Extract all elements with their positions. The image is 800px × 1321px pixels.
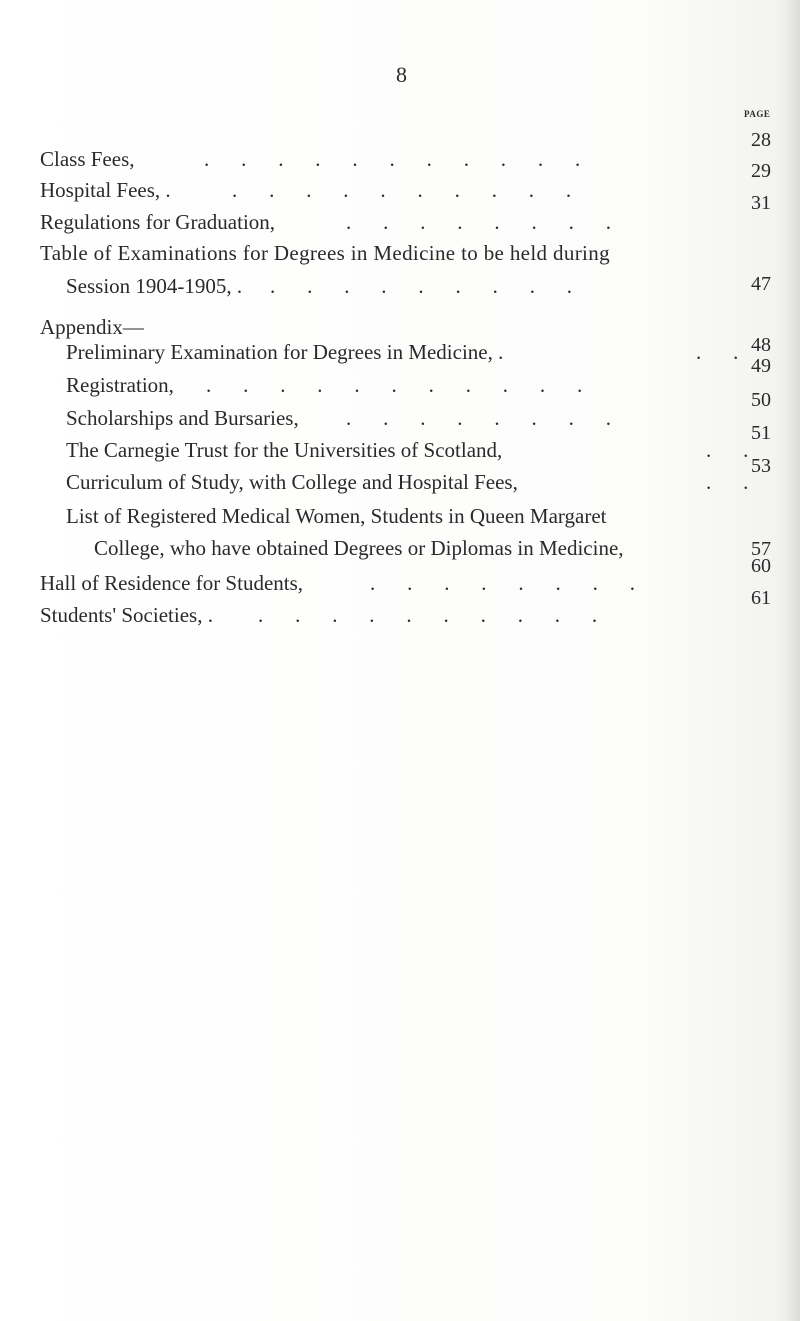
toc-entry-label: Table of Examinations for Degrees in Medicine to be held during — [40, 241, 610, 265]
toc-entry-page: 28 — [751, 129, 771, 151]
toc-entry-leader-dots: . . . . . . . . . — [270, 274, 586, 298]
page-column-header: PAGE — [744, 109, 771, 119]
toc-entry-label: Hospital Fees, . — [40, 178, 171, 202]
toc-entry-leader-dots: . . — [696, 340, 752, 364]
toc-entry-leader-dots: . . . . . . . . — [346, 406, 625, 430]
toc-entry-label: Preliminary Examination for Degrees in Medicine, . — [66, 340, 504, 364]
toc-entry-label: Students' Societies, . — [40, 603, 213, 627]
toc-entry-label: The Carnegie Trust for the Universities of Scotland, — [66, 438, 503, 462]
toc-entry-page: 60 — [751, 555, 771, 577]
toc-entry-leader-dots: . . — [706, 438, 762, 462]
toc-entry-page: 53 — [751, 455, 771, 477]
toc-entry-page: 61 — [751, 587, 771, 609]
toc-entry-leader-dots: . . . . . . . . . . — [258, 603, 611, 627]
toc-entry-label: Registration, — [66, 373, 174, 397]
toc-entry-label: List of Registered Medical Women, Students in Queen Margaret — [66, 504, 607, 528]
toc-entry-leader-dots: . . . . . . . . . . . — [206, 373, 596, 397]
toc-entry-page: 49 — [751, 355, 771, 377]
toc-entry-page: 31 — [751, 192, 771, 214]
toc-entry-page: 29 — [751, 160, 771, 182]
toc-entry-label: Scholarships and Bursaries, — [66, 406, 299, 430]
toc-entry-page: 51 — [751, 422, 771, 444]
toc-entry-label: Class Fees, — [40, 147, 135, 171]
toc-entry-leader-dots: . . — [706, 470, 762, 494]
toc-entry-page: 48 — [751, 334, 771, 356]
toc-entry-page: 47 — [751, 273, 771, 295]
toc-entry-label: Session 1904-1905, . — [66, 274, 243, 298]
toc-entry-leader-dots: . . . . . . . . — [346, 210, 625, 234]
toc-entry-label: College, who have obtained Degrees or Diplomas in Medicine, — [94, 536, 624, 560]
toc-entry-page: 50 — [751, 389, 771, 411]
toc-entry-label: Curriculum of Study, with College and Hospital Fees, — [66, 470, 518, 494]
toc-entry-page: 57 — [751, 538, 771, 560]
toc-entry-label: Appendix— — [40, 315, 144, 339]
toc-entry-leader-dots: . . . . . . . . . . — [232, 178, 585, 202]
toc-entry-label: Regulations for Graduation, — [40, 210, 276, 234]
toc-entry-leader-dots: . . . . . . . . — [370, 571, 649, 595]
page-number: 8 — [396, 62, 407, 87]
toc-entry-leader-dots: . . . . . . . . . . . — [204, 147, 594, 171]
toc-entry-label: Hall of Residence for Students, — [40, 571, 304, 595]
